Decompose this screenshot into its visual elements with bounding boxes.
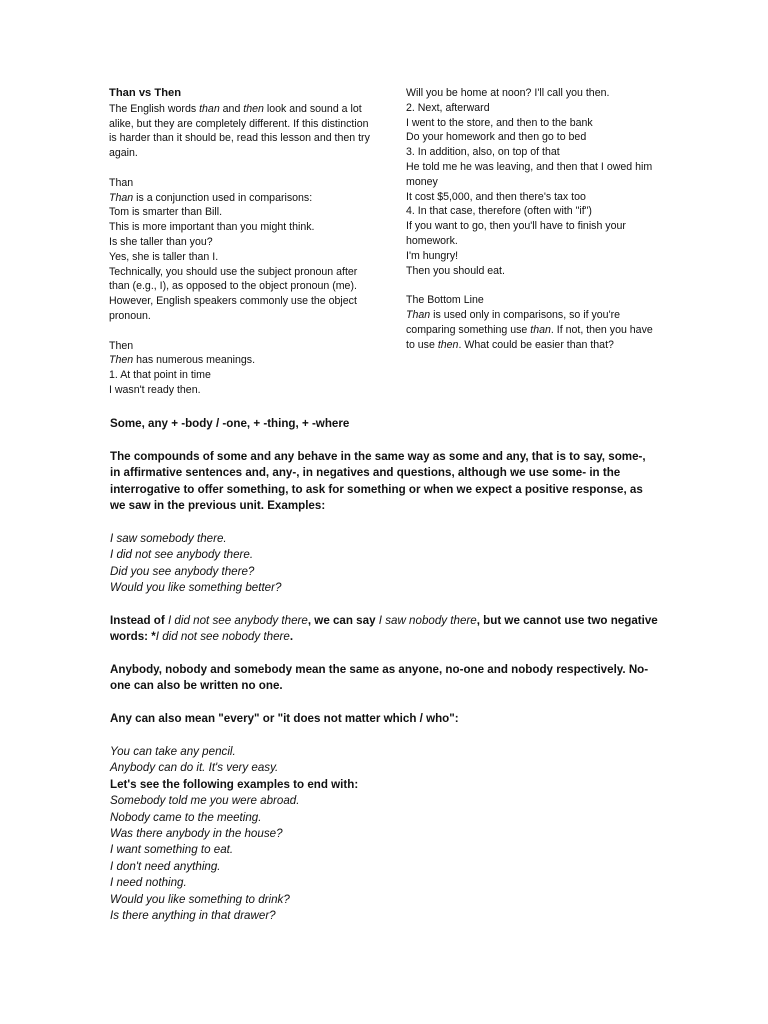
example-line: I don't need anything. <box>110 859 221 873</box>
any-meaning-paragraph: Any can also mean "every" or "it does not matter which / who": <box>110 712 459 726</box>
then-line: Then you should eat. <box>406 264 505 277</box>
then-heading: Then <box>109 339 134 352</box>
bottom-line-heading: The Bottom Line <box>406 294 484 307</box>
intro-paragraph: The English words than and then look and sound a lot alike, but they are completely different. If this distinction is harder than it should be, read this lesson and then try again. <box>109 102 370 160</box>
example-line: I did not see anybody there. <box>110 548 254 562</box>
example-line: I saw somebody there. <box>110 531 227 545</box>
some-any-section <box>110 416 658 925</box>
intro-paragraph: The compounds of some and any behave in the same way as some and any, that is to say, some-, in affirmative sentences and, any-, in negatives and questions, although we use some- in the interrogative to offer something, to ask for something or when we expect a positive response, as we saw in the previous unit. Examples: <box>110 449 646 513</box>
example-line: Was there anybody in the house? <box>110 827 283 841</box>
then-line: 1. At that point in time <box>109 369 211 382</box>
example-line: Would you like something to drink? <box>110 892 290 906</box>
example-line: Would you like something better? <box>110 581 282 595</box>
example-line: You can take any pencil. <box>110 745 236 759</box>
than-example: This is more important than you might think. <box>109 221 315 234</box>
then-line: 3. In addition, also, on top of that <box>406 146 560 159</box>
then-line: It cost $5,000, and then there's tax too <box>406 190 586 203</box>
then-line: 4. In that case, therefore (often with "if") <box>406 205 592 218</box>
technically-paragraph: Technically, you should use the subject pronoun after than (e.g., I), as opposed to the object pronoun (me). However, English speakers commonly use the object pronoun. <box>109 265 358 322</box>
then-line: If you want to go, then you'll have to finish your homework. <box>406 220 626 247</box>
then-line: I went to the store, and then to the bank <box>406 116 593 129</box>
right-column <box>406 86 662 352</box>
example-line: Is there anything in that drawer? <box>110 909 276 923</box>
bottom-line-paragraph: Than is used only in comparisons, so if you're comparing something use than. If not, then you have to use then. What could be easier than that? <box>406 308 653 351</box>
example-line: Nobody came to the meeting. <box>110 810 262 824</box>
then-line: I'm hungry! <box>406 249 459 262</box>
then-line: Will you be home at noon? I'll call you then. <box>406 87 610 99</box>
than-heading: Than <box>109 176 134 189</box>
then-line: 2. Next, afterward <box>406 101 490 114</box>
example-line: I want something to eat. <box>110 843 234 857</box>
than-example: Yes, she is taller than I. <box>109 250 219 263</box>
example-line: I need nothing. <box>110 876 187 890</box>
example-line: Anybody can do it. It's very easy. <box>110 761 279 775</box>
anybody-paragraph: Anybody, nobody and somebody mean the same as anyone, no-one and nobody respectively. No-one can also be written no one. <box>110 663 649 693</box>
example-line: Somebody told me you were abroad. <box>110 794 300 808</box>
article-title: Than vs Then <box>109 87 182 99</box>
left-column <box>109 86 371 398</box>
than-example: Is she taller than you? <box>109 235 213 248</box>
then-line: Do your homework and then go to bed <box>406 131 587 144</box>
then-definition: Then has numerous meanings. <box>109 354 256 367</box>
than-definition: Than is a conjunction used in comparisons: <box>109 191 313 204</box>
than-example: Tom is smarter than Bill. <box>109 206 223 219</box>
example-line: Did you see anybody there? <box>110 564 255 578</box>
instead-paragraph: Instead of I did not see anybody there, we can say I saw nobody there, but we cannot use two negative words: *I did not see nobody there. <box>110 613 658 644</box>
closing-heading: Let's see the following examples to end with: <box>110 777 359 791</box>
then-line: I wasn't ready then. <box>109 383 201 396</box>
section-heading: Some, any + -body / -one, + -thing, + -where <box>110 417 350 430</box>
then-line: He told me he was leaving, and then that I owed him money <box>406 160 653 188</box>
